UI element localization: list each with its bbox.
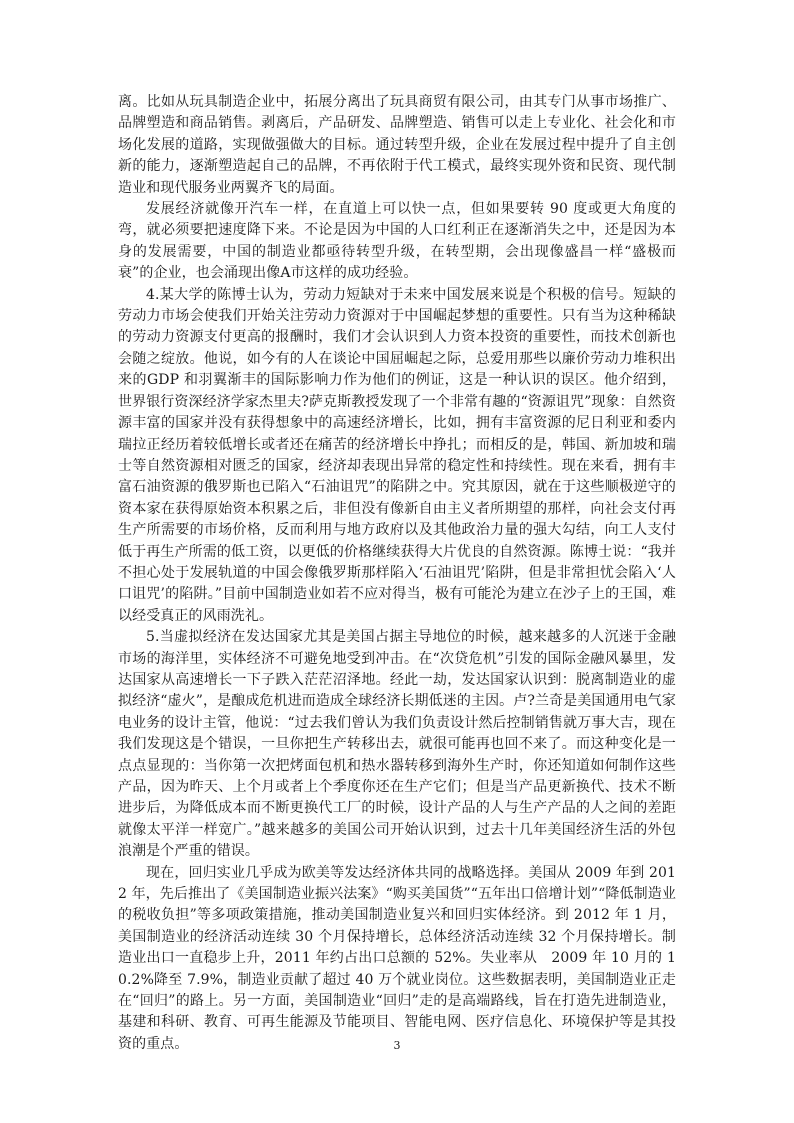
paragraph-4: 5.当虚拟经济在发达国家尤其是美国占据主导地位的时候，越来越多的人沉迷于金融市场的海洋里，实体经济不可避免地受到冲击。在“次贷危机”引发的国际金融风暴里，发达国家从高速增长一下子跌入茫茫沼泽地。经此一劫，发达国家认识到：脱离制造业的虚拟经济“虚火”，是酿成危机进而造成全球经济长期低迷的主因。卢?兰奇是美国通用电气家电业务的设计主管，他说：“过去我们曾认为我们负责设计然后控制销售就万事大吉，现在我们发现这是个错误，一旦你把生产转移出去，就很可能再也回不来了。而这种变化是一点点显现的：当你第一次把烤面包机和热水器转移到海外生产时，你还知道如何制作这些产品，因为昨天、上个月或者上个季度你还在生产它们；但是当产品更新换代、技术不断进步后，为降低成本而不断更换代工厂的时候，设计产品的人与生产产品的人之间的差距就像太平洋一样宽广。”越来越多的美国公司开始认识到，过去十几年美国经济生活的外包浪潮是个严重的错误。 xyxy=(118,629,676,860)
paragraph-3: 4.某大学的陈博士认为，劳动力短缺对于未来中国发展来说是个积极的信号。短缺的劳动力市场会使我们开始关注劳动力资源对于中国崛起梦想的重要性。只有当为这种稀缺的劳动力资源支付更高的报酬时，我们才会认识到人力资本投资的重要性，而技术创新也会随之绽放。他说，如今有的人在谈论中国屈崛起之际，总爱用那些以廉价劳动力堆积出来的GDP 和羽翼渐丰的国际影响力作为他们的例证，这是一种认识的误区。他介绍到，世界银行资深经济学家杰里夫?萨克斯教授发现了一个非常有趣的“资源诅咒”现象：自然资源丰富的国家并没有获得想象中的高速经济增长，比如，拥有丰富资源的尼日利亚和委内瑞拉正经历着较低增长或者还在痛苦的经济增长中挣扎；而相反的是，韩国、新加坡和瑞士等自然资源相对匮乏的国家，经济却表现出异常的稳定性和持续性。现在来看，拥有丰富石油资源的俄罗斯也已陷入“石油诅咒”的陷阱之中。究其原因，就在于这些顺极逆守的资本家在获得原始资本积累之后，非但没有像新自由主义者所期望的那样，向社会支付再生产所需要的市场价格，反而利用与地方政府以及其他政治力量的强大勾结，向工人支付低于再生产所需的低工资，以更低的价格继续获得大片优良的自然资源。陈博士说：“我并不担心处于发展轨道的中国会像俄罗斯那样陷入‘石油诅咒’陷阱，但是非常担忧会陷入‘人口诅咒’的陷阱。”目前中国制造业如若不应对得当，极有可能沦为建立在沙子上的王国，难以经受真正的风雨洗礼。 xyxy=(118,286,676,624)
page-number: 3 xyxy=(393,1039,401,1052)
paragraph-1: 离。比如从玩具制造企业中，拓展分离出了玩具商贸有限公司，由其专门从事市场推广、品牌塑造和商品销售。剥离后，产品研发、品牌塑造、销售可以走上专业化、社会化和市场化发展的道路，实现做强做大的目标。通过转型升级，企业在发展过程中提升了自主创新的能力，逐渐塑造起自己的品牌，不再依附于代工模式，最终实现外资和民资、现代制造业和现代服务业两翼齐飞的局面。 xyxy=(118,94,676,196)
paragraph-5: 现在，回归实业几乎成为欧美等发达经济体共同的战略选择。美国从 2009 年到 2012 年，先后推出了《美国制造业振兴法案》“购买美国货”“五年出口倍增计划”“降低制造业的税收负担”等多项政策措施，推动美国制造业复兴和回归实体经济。到 2012 年 1 月，美国制造业的经济活动连续 30 个月保持增长，总体经济活动连续 32 个月保持增长。制造业出口一直稳步上升，2011 年约占出口总额的 52%。失业率从 2009 年 10 月的 10.2%降至 7.9%，制造业贡献了超过 40 万个就业岗位。这些数据表明，美国制造业正走在“回归”的路上。另一方面，美国制造业“回归”走的是高端路线，旨在打造先进制造业，基建和科研、教育、可再生能源及节能项目、智能电网、医疗信息化、环境保护等是其投资的重点。 xyxy=(118,864,676,1052)
paragraph-2: 发展经济就像开汽车一样，在直道上可以快一点，但如果要转 90 度或更大角度的弯，就必须要把速度降下来。不论是因为中国的人口红利正在逐渐消失之中，还是因为本身的发展需要，中国的制造业都亟待转型升级，在转型期，会出现像盛昌一样“盛极而衰”的企业，也会涌现出像A市这样的成功经验。 xyxy=(118,201,676,282)
body-text xyxy=(118,92,676,1055)
